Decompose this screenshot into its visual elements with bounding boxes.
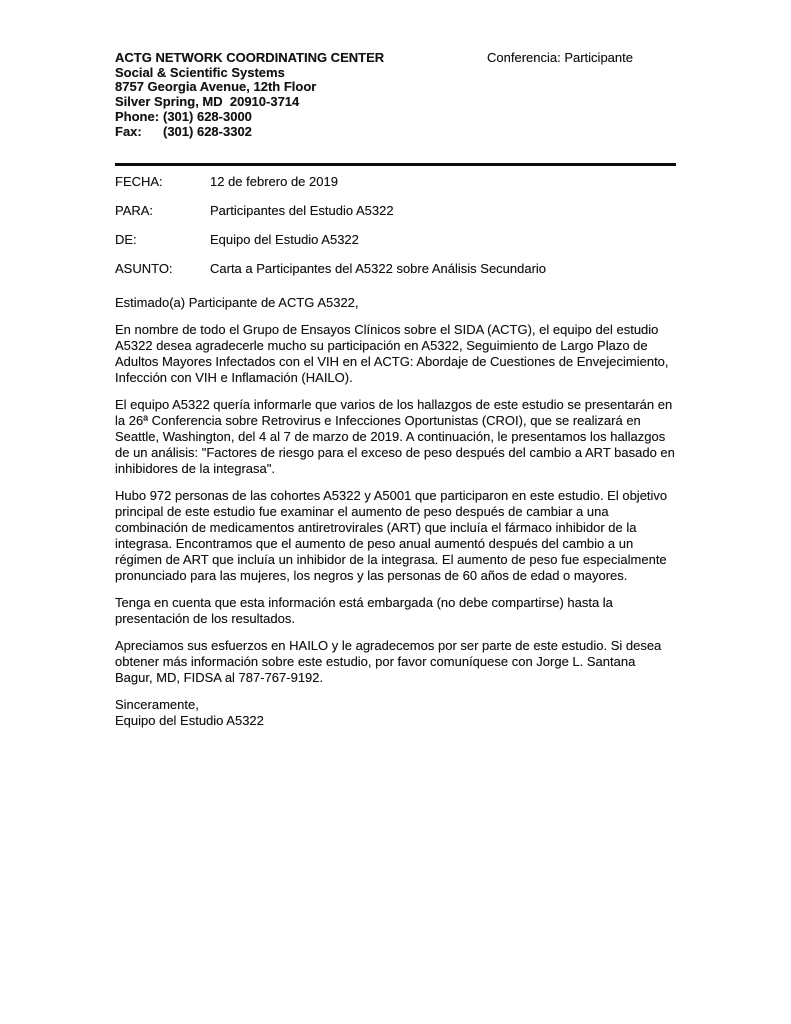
paragraph-line: Bagur, MD, FIDSA al 787-767-9192.: [115, 669, 324, 685]
paragraph-line: presentación de los resultados.: [115, 610, 295, 626]
fax-value: (301) 628-3302: [163, 123, 252, 139]
divider-rule: [115, 163, 676, 166]
memo-row-asunto: [115, 261, 791, 277]
address-line: Silver Spring, MD 20910-3714: [115, 94, 300, 110]
paragraph-line: Hubo 972 personas de las cohortes A5322 y A5001 que participaron en este estudio. El objetivo: [115, 487, 668, 503]
closing: [115, 697, 791, 729]
paragraph-1: [115, 322, 791, 386]
memo-row-fecha: [115, 174, 791, 190]
asunto-label: ASUNTO:: [115, 260, 173, 276]
paragraph-line: Infección con VIH e Inflamación (HAILO).: [115, 369, 353, 385]
paragraph-line: A5322 desea agradecerle mucho su participación en A5322, Seguimiento de Largo Plazo de: [115, 337, 648, 353]
paragraph-line: Seattle, Washington, del 4 al 7 de marzo de 2019. A continuación, le presentamos los hallazgos: [115, 428, 666, 444]
letterhead-address: [115, 66, 676, 110]
paragraph-5: [115, 638, 791, 686]
address-line: 8757 Georgia Avenue, 12th Floor: [115, 79, 317, 95]
para-value: Participantes del Estudio A5322: [210, 202, 394, 218]
asunto-value: Carta a Participantes del A5322 sobre Análisis Secundario: [210, 260, 547, 276]
fecha-value: 12 de febrero de 2019: [210, 173, 338, 189]
phone-label: Phone:: [115, 108, 160, 124]
paragraph-line: combinación de medicamentos antiretrovirales (ART) que incluía el fármaco inhibidor de la: [115, 519, 637, 535]
paragraph-line: inhibidores de la integrasa".: [115, 460, 275, 476]
fax-row: [115, 125, 676, 140]
fax-label: Fax:: [115, 123, 142, 139]
paragraph-line: régimen de ART que incluía un inhibidor de la integrasa. El aumento de peso fue especialmente: [115, 551, 667, 567]
closing-line: Equipo del Estudio A5322: [115, 712, 264, 728]
paragraph-line: pronunciado para las mujeres, los negros y las personas de 60 años de edad o mayores.: [115, 567, 628, 583]
paragraph-line: principal de este estudio fue examinar el aumento de peso después de cambiar a una: [115, 503, 609, 519]
salutation: Estimado(a) Participante de ACTG A5322,: [115, 294, 359, 310]
letterhead: [115, 51, 676, 139]
org-name: ACTG NETWORK COORDINATING CENTER: [115, 50, 385, 65]
de-label: DE:: [115, 231, 137, 247]
paragraph-line: la 26ª Conferencia sobre Retrovirus e Infecciones Oportunistas (CROI), que se realizará en: [115, 412, 641, 428]
letterhead-top-row: [115, 51, 676, 66]
phone-row: [115, 110, 676, 125]
para-label: PARA:: [115, 202, 154, 218]
fecha-label: FECHA:: [115, 173, 163, 189]
paragraph-line: En nombre de todo el Grupo de Ensayos Clínicos sobre el SIDA (ACTG), el equipo del estudio: [115, 321, 659, 337]
conference-note: Conferencia: Participante: [487, 50, 633, 65]
paragraph-line: Adultos Mayores Infectados con el VIH en el ACTG: Abordaje de Cuestiones de Envejecimiento,: [115, 353, 669, 369]
paragraph-line: de un análisis: "Factores de riesgo para el exceso de peso después del cambio a ART basado en: [115, 444, 675, 460]
closing-line: Sinceramente,: [115, 696, 199, 712]
paragraph-4: [115, 595, 791, 627]
paragraph-line: integrasa. Encontramos que el aumento de peso anual aumentó después del cambio a un: [115, 535, 634, 551]
phone-value: (301) 628-3000: [163, 108, 252, 124]
memo-fields: [115, 174, 791, 277]
paragraph-2: [115, 397, 791, 477]
paragraph-3: [115, 488, 791, 584]
memo-row-para: [115, 203, 791, 219]
de-value: Equipo del Estudio A5322: [210, 231, 359, 247]
address-line: Social & Scientific Systems: [115, 64, 285, 80]
memo-row-de: [115, 232, 791, 248]
paragraph-line: El equipo A5322 quería informarle que varios de los hallazgos de este estudio se presentarán en: [115, 396, 673, 412]
paragraph-line: obtener más información sobre este estudio, por favor comuníquese con Jorge L. Santana: [115, 653, 636, 669]
paragraph-line: Tenga en cuenta que esta información está embargada (no debe compartirse) hasta la: [115, 594, 613, 610]
paragraph-line: Apreciamos sus esfuerzos en HAILO y le agradecemos por ser parte de este estudio. Si desea: [115, 637, 662, 653]
